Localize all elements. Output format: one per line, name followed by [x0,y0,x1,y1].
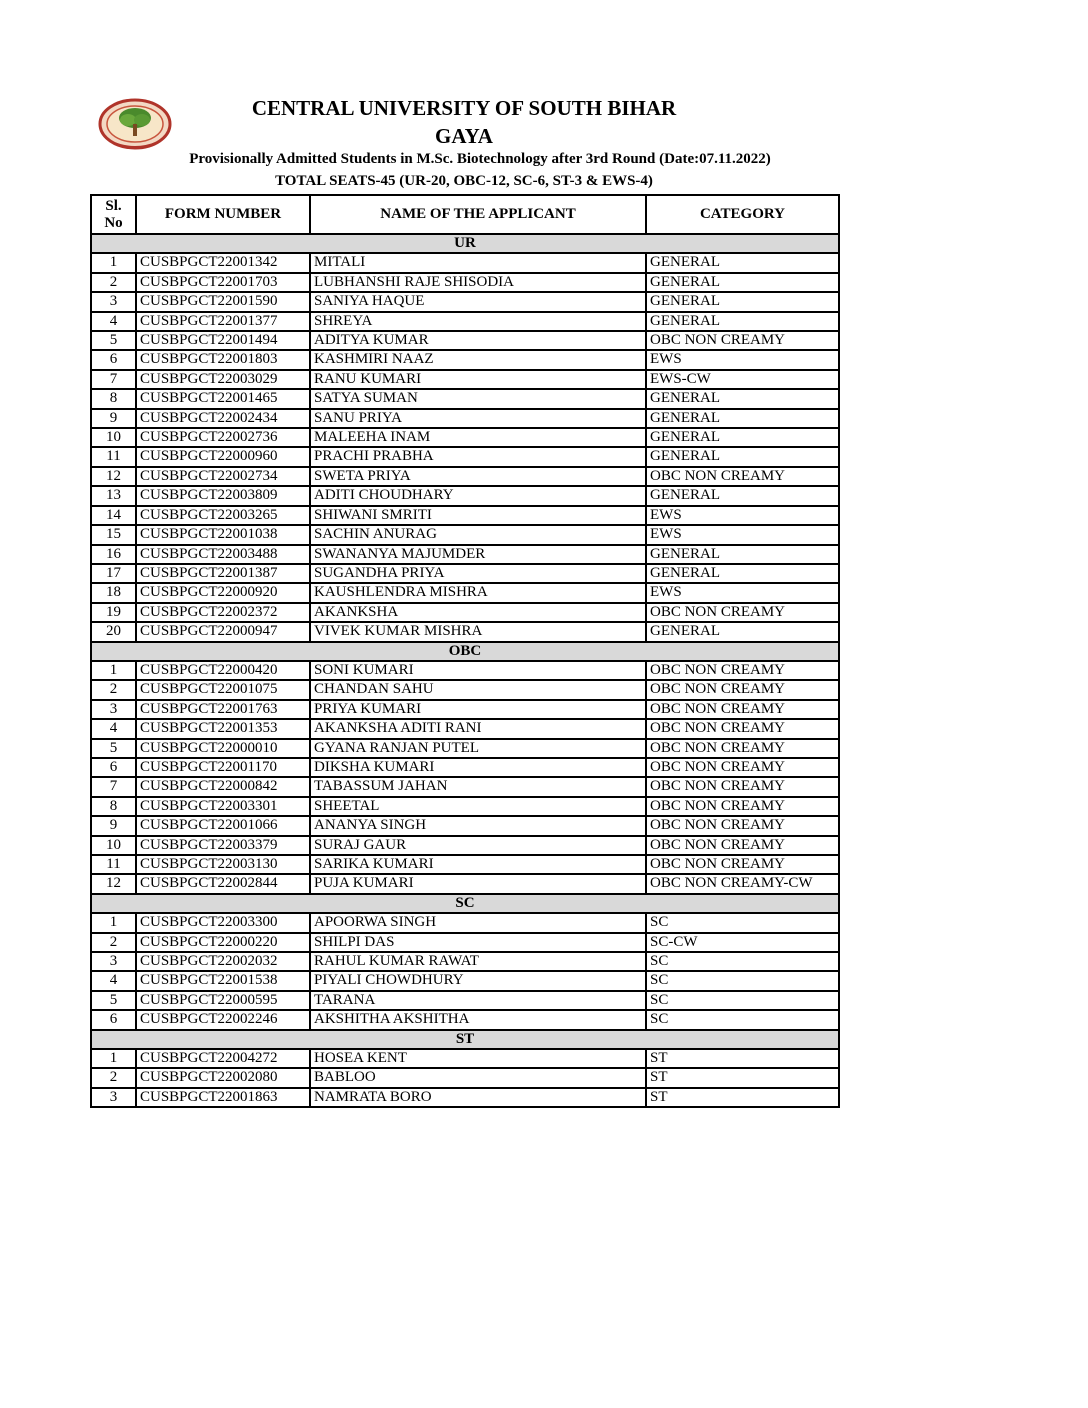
col-header-name: NAME OF THE APPLICANT [310,195,646,234]
cell-applicant-name: SUGANDHA PRIYA [310,564,646,583]
cell-category: EWS [646,583,839,602]
cell-sl-no: 1 [91,661,136,680]
section-row-obc [91,642,839,661]
section-title: OBC [91,642,839,661]
cell-form-number: CUSBPGCT22002844 [136,874,310,893]
cell-sl-no: 2 [91,273,136,292]
cell-applicant-name: ADITI CHOUDHARY [310,486,646,505]
cell-form-number: CUSBPGCT22001387 [136,564,310,583]
cell-form-number: CUSBPGCT22003488 [136,545,310,564]
cell-category: OBC NON CREAMY [646,331,839,350]
cell-applicant-name: BABLOO [310,1068,646,1087]
cell-sl-no: 12 [91,874,136,893]
admitted-students-table [90,194,840,1108]
table-row [91,545,839,564]
cell-form-number: CUSBPGCT22003301 [136,797,310,816]
cell-applicant-name: SONI KUMARI [310,661,646,680]
cell-form-number: CUSBPGCT22001494 [136,331,310,350]
cell-applicant-name: AKANKSHA [310,603,646,622]
table-row [91,525,839,544]
table-row [91,797,839,816]
table-row [91,836,839,855]
table-row [91,506,839,525]
table-row [91,273,839,292]
table-row [91,292,839,311]
university-name: CENTRAL UNIVERSITY OF SOUTH BIHAR [251,96,677,120]
cell-applicant-name: TARANA [310,991,646,1010]
cell-applicant-name: SATYA SUMAN [310,389,646,408]
cell-form-number: CUSBPGCT22000920 [136,583,310,602]
cell-form-number: CUSBPGCT22003130 [136,855,310,874]
cell-sl-no: 17 [91,564,136,583]
cell-applicant-name: SARIKA KUMARI [310,855,646,874]
cell-sl-no: 14 [91,506,136,525]
cell-category: GENERAL [646,273,839,292]
cell-sl-no: 3 [91,1088,136,1107]
cell-sl-no: 15 [91,525,136,544]
cell-category: GENERAL [646,409,839,428]
table-row [91,603,839,622]
table-row [91,913,839,932]
table-row [91,447,839,466]
cell-applicant-name: HOSEA KENT [310,1049,646,1068]
cell-sl-no: 8 [91,389,136,408]
cell-category: GENERAL [646,253,839,272]
cell-sl-no: 7 [91,370,136,389]
cell-applicant-name: ADITYA KUMAR [310,331,646,350]
cell-sl-no: 2 [91,680,136,699]
table-row [91,680,839,699]
table-row [91,1088,839,1107]
cell-category: SC-CW [646,933,839,952]
table-row [91,991,839,1010]
cell-category: GENERAL [646,312,839,331]
cell-category: OBC NON CREAMY [646,855,839,874]
cell-sl-no: 12 [91,467,136,486]
table-row [91,486,839,505]
cell-applicant-name: SWETA PRIYA [310,467,646,486]
table-row [91,952,839,971]
cell-form-number: CUSBPGCT22001066 [136,816,310,835]
cell-category: OBC NON CREAMY [646,797,839,816]
table-row [91,389,839,408]
table-row [91,428,839,447]
cell-applicant-name: PRACHI PRABHA [310,447,646,466]
table-row [91,700,839,719]
cell-form-number: CUSBPGCT22000842 [136,777,310,796]
col-header-sl: Sl. No [91,195,136,234]
cell-sl-no: 5 [91,331,136,350]
city-name: GAYA [435,124,493,148]
cell-category: ST [646,1068,839,1087]
table-row [91,1010,839,1029]
cell-form-number: CUSBPGCT22002246 [136,1010,310,1029]
cell-category: SC [646,913,839,932]
cell-category: ST [646,1088,839,1107]
cell-sl-no: 7 [91,777,136,796]
table-row [91,855,839,874]
cell-category: OBC NON CREAMY [646,680,839,699]
cell-category: OBC NON CREAMY [646,661,839,680]
cell-form-number: CUSBPGCT22003379 [136,836,310,855]
cell-category: SC [646,991,839,1010]
table-row [91,467,839,486]
cell-applicant-name: SHEETAL [310,797,646,816]
cell-category: EWS [646,506,839,525]
cell-form-number: CUSBPGCT22001353 [136,719,310,738]
cell-category: OBC NON CREAMY-CW [646,874,839,893]
cell-form-number: CUSBPGCT22000220 [136,933,310,952]
cell-applicant-name: SHIWANI SMRITI [310,506,646,525]
cell-applicant-name: SURAJ GAUR [310,836,646,855]
cell-sl-no: 5 [91,991,136,1010]
cell-category: GENERAL [646,389,839,408]
cell-applicant-name: SWANANYA MAJUMDER [310,545,646,564]
table-row [91,583,839,602]
cell-category: SC [646,1010,839,1029]
cell-applicant-name: VIVEK KUMAR MISHRA [310,622,646,641]
list-subtitle: Provisionally Admitted Students in M.Sc. Biotechnology after 3rd Round (Date:07.11.2022) [189,151,771,167]
cell-category: OBC NON CREAMY [646,816,839,835]
total-seats: TOTAL SEATS-45 (UR-20, OBC-12, SC-6, ST-3 & EWS-4) [275,173,653,189]
section-row-sc [91,894,839,913]
table-row [91,874,839,893]
cell-form-number: CUSBPGCT22001763 [136,700,310,719]
cell-form-number: CUSBPGCT22002372 [136,603,310,622]
cell-form-number: CUSBPGCT22002736 [136,428,310,447]
cell-applicant-name: SACHIN ANURAG [310,525,646,544]
cell-sl-no: 4 [91,719,136,738]
cell-form-number: CUSBPGCT22000420 [136,661,310,680]
cell-applicant-name: AKSHITHA AKSHITHA [310,1010,646,1029]
table-row [91,758,839,777]
cell-applicant-name: MITALI [310,253,646,272]
cell-sl-no: 3 [91,292,136,311]
cell-category: GENERAL [646,447,839,466]
cell-applicant-name: PRIYA KUMARI [310,700,646,719]
cell-sl-no: 3 [91,952,136,971]
cell-form-number: CUSBPGCT22000010 [136,739,310,758]
cell-category: OBC NON CREAMY [646,777,839,796]
cell-applicant-name: SANIYA HAQUE [310,292,646,311]
cell-sl-no: 6 [91,1010,136,1029]
table-row [91,350,839,369]
table-row [91,1068,839,1087]
cell-sl-no: 13 [91,486,136,505]
cell-sl-no: 11 [91,447,136,466]
cell-applicant-name: AKANKSHA ADITI RANI [310,719,646,738]
cell-applicant-name: GYANA RANJAN PUTEL [310,739,646,758]
cell-sl-no: 4 [91,971,136,990]
cell-applicant-name: DIKSHA KUMARI [310,758,646,777]
table-row [91,253,839,272]
cell-category: OBC NON CREAMY [646,700,839,719]
cell-form-number: CUSBPGCT22001703 [136,273,310,292]
cell-form-number: CUSBPGCT22001377 [136,312,310,331]
cell-applicant-name: LUBHANSHI RAJE SHISODIA [310,273,646,292]
cell-sl-no: 9 [91,409,136,428]
cell-form-number: CUSBPGCT22001863 [136,1088,310,1107]
cell-applicant-name: TABASSUM JAHAN [310,777,646,796]
cell-sl-no: 5 [91,739,136,758]
cell-form-number: CUSBPGCT22001038 [136,525,310,544]
cell-category: OBC NON CREAMY [646,758,839,777]
col-header-form: FORM NUMBER [136,195,310,234]
cell-sl-no: 1 [91,253,136,272]
table-header-row [91,195,839,234]
cell-form-number: CUSBPGCT22002032 [136,952,310,971]
cell-applicant-name: SHREYA [310,312,646,331]
cell-form-number: CUSBPGCT22003265 [136,506,310,525]
cell-sl-no: 10 [91,428,136,447]
cell-form-number: CUSBPGCT22001538 [136,971,310,990]
cell-sl-no: 3 [91,700,136,719]
cell-form-number: CUSBPGCT22002080 [136,1068,310,1087]
cell-sl-no: 9 [91,816,136,835]
cell-sl-no: 16 [91,545,136,564]
cell-sl-no: 4 [91,312,136,331]
cell-applicant-name: SANU PRIYA [310,409,646,428]
cell-applicant-name: MALEEHA INAM [310,428,646,447]
table-row [91,370,839,389]
cell-category: GENERAL [646,486,839,505]
cell-category: GENERAL [646,545,839,564]
table-row [91,777,839,796]
cell-sl-no: 10 [91,836,136,855]
cell-form-number: CUSBPGCT22001075 [136,680,310,699]
section-title: SC [91,894,839,913]
cell-form-number: CUSBPGCT22003809 [136,486,310,505]
cell-sl-no: 2 [91,1068,136,1087]
cell-applicant-name: PIYALI CHOWDHURY [310,971,646,990]
cell-sl-no: 11 [91,855,136,874]
table-row [91,409,839,428]
table-row [91,1049,839,1068]
cell-category: OBC NON CREAMY [646,739,839,758]
cell-applicant-name: CHANDAN SAHU [310,680,646,699]
table-row [91,661,839,680]
cell-applicant-name: ANANYA SINGH [310,816,646,835]
cell-category: OBC NON CREAMY [646,836,839,855]
cell-applicant-name: RANU KUMARI [310,370,646,389]
cell-form-number: CUSBPGCT22000595 [136,991,310,1010]
cell-sl-no: 6 [91,758,136,777]
cell-sl-no: 6 [91,350,136,369]
cell-category: GENERAL [646,428,839,447]
table-row [91,622,839,641]
cell-category: EWS [646,525,839,544]
cell-sl-no: 1 [91,913,136,932]
cell-applicant-name: APOORWA SINGH [310,913,646,932]
table-row [91,331,839,350]
cell-form-number: CUSBPGCT22002434 [136,409,310,428]
cell-sl-no: 8 [91,797,136,816]
cell-sl-no: 1 [91,1049,136,1068]
cell-form-number: CUSBPGCT22002734 [136,467,310,486]
cell-applicant-name: KAUSHLENDRA MISHRA [310,583,646,602]
section-row-st [91,1030,839,1049]
section-title: UR [91,234,839,253]
cell-category: GENERAL [646,622,839,641]
cell-form-number: CUSBPGCT22001803 [136,350,310,369]
cell-form-number: CUSBPGCT22001170 [136,758,310,777]
table-row [91,739,839,758]
table-row [91,719,839,738]
cell-category: OBC NON CREAMY [646,467,839,486]
cell-applicant-name: SHILPI DAS [310,933,646,952]
cell-category: EWS [646,350,839,369]
table-row [91,312,839,331]
cell-category: GENERAL [646,564,839,583]
col-header-category: CATEGORY [646,195,839,234]
cell-category: SC [646,952,839,971]
cell-form-number: CUSBPGCT22003300 [136,913,310,932]
cell-form-number: CUSBPGCT22003029 [136,370,310,389]
table-row [91,971,839,990]
table-row [91,933,839,952]
cell-applicant-name: KASHMIRI NAAZ [310,350,646,369]
cell-applicant-name: RAHUL KUMAR RAWAT [310,952,646,971]
table-row [91,816,839,835]
section-row-ur [91,234,839,253]
cell-sl-no: 2 [91,933,136,952]
cell-applicant-name: NAMRATA BORO [310,1088,646,1107]
cell-category: OBC NON CREAMY [646,603,839,622]
cell-category: ST [646,1049,839,1068]
cell-form-number: CUSBPGCT22001590 [136,292,310,311]
cell-sl-no: 18 [91,583,136,602]
cell-category: SC [646,971,839,990]
table-row [91,564,839,583]
cell-category: EWS-CW [646,370,839,389]
section-title: ST [91,1030,839,1049]
cell-form-number: CUSBPGCT22000960 [136,447,310,466]
cell-sl-no: 19 [91,603,136,622]
cell-applicant-name: PUJA KUMARI [310,874,646,893]
cell-form-number: CUSBPGCT22001342 [136,253,310,272]
cell-sl-no: 20 [91,622,136,641]
cell-form-number: CUSBPGCT22000947 [136,622,310,641]
cell-category: GENERAL [646,292,839,311]
cell-form-number: CUSBPGCT22004272 [136,1049,310,1068]
cell-category: OBC NON CREAMY [646,719,839,738]
cell-form-number: CUSBPGCT22001465 [136,389,310,408]
